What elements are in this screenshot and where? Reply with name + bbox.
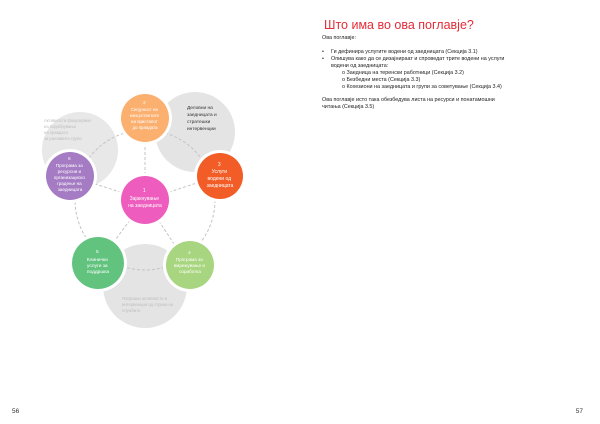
bullet-item: • Ги дефинира услугите водени од заедницата (Секција 3.1) [322, 49, 478, 55]
node-3[interactable] [194, 150, 246, 202]
page-number-left: 56 [12, 408, 20, 415]
sub-item: o Безбедни места (Секција 3.3) [342, 77, 421, 83]
sub-item: o Кохезиони на заедницата и групи за советување (Секција 3.4) [342, 84, 502, 90]
bullet-item: • Опишува како да се дизајнираат и спроведат трите водени на услуги водени од заедницата: [322, 56, 505, 69]
node-6[interactable] [43, 149, 97, 203]
chapter-title: Што има во ова поглавје? [324, 18, 474, 32]
svg-text:3 Услуги в: 3 Услуги водени од заедницата [206, 162, 234, 189]
closing-text: Ова поглавје исто така обезбедува листа на ресурси и понатамошни читања (Секција 3.5) [322, 97, 495, 110]
svg-text:2 Сигурност на: 2 Сигурност на консултантите на пристапот до правдата [129, 100, 160, 130]
gray-label-top-right: Деловни на заедницата и стратешки интервенции [187, 106, 217, 132]
chapter-summary [322, 35, 512, 111]
sub-item: o Заедница на теренски работници (Секција 3.2) [342, 70, 464, 76]
svg-text:6 Програма за: 6 Програма за ресурсни и организациско градење на заедницата [53, 156, 85, 192]
gray-label-bottom: Поврзани активности и интервенции од страна на службите [122, 296, 174, 313]
svg-text:5 Клинички: 5 Клинички услуги за поддршка [86, 250, 110, 275]
svg-text:1 Зајакнување: 1 Зајакнување на заедницата [128, 188, 162, 209]
node-4[interactable] [163, 238, 217, 292]
node-1[interactable] [118, 173, 172, 227]
page-number-right: 57 [575, 408, 583, 415]
intro-text: Ова поглавје: [322, 35, 356, 41]
svg-text:4 Програма за: 4 Програма за вмрежување и соработка [173, 250, 205, 274]
node-5[interactable] [69, 234, 127, 292]
bullet-list [322, 49, 512, 70]
gray-label-top-left: Активности фокусирани на подобрување на правдата за ранливите групи [44, 118, 91, 141]
right-page [300, 0, 600, 424]
node-2[interactable] [118, 91, 172, 145]
